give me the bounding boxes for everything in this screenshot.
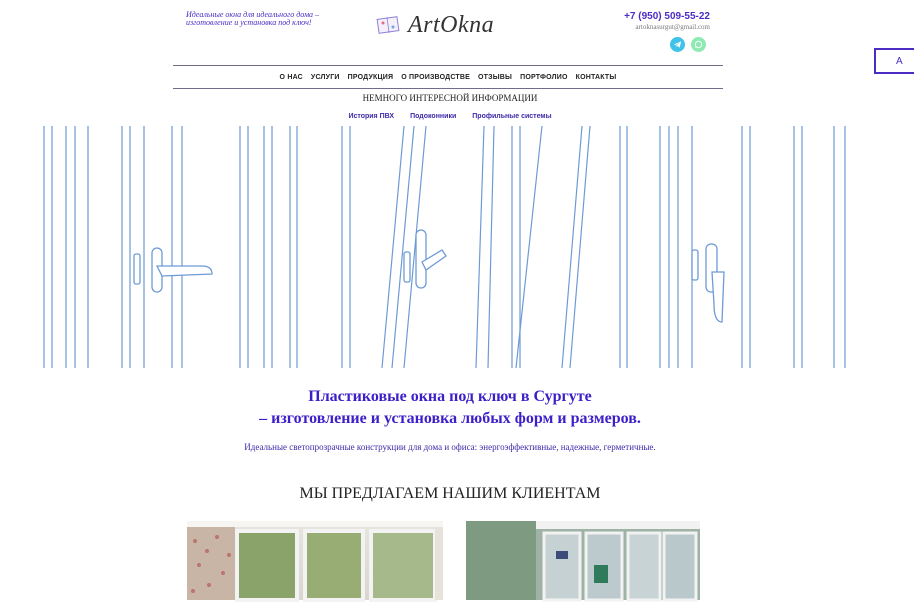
logo-text: ArtOkna <box>408 11 495 38</box>
nav-item-reviews[interactable]: ОТЗЫВЫ <box>478 73 513 81</box>
hero-headline-line1: Пластиковые окна под ключ в Сургуте <box>308 388 592 405</box>
nav-item-portfolio[interactable]: ПОРТФОЛИО <box>520 73 568 81</box>
interior-window-photo[interactable] <box>187 521 443 600</box>
info-link-window-sills[interactable]: Подоконники <box>410 113 457 120</box>
storefront-door-image <box>466 521 700 600</box>
info-link-pvc-history[interactable]: История ПВХ <box>348 113 395 120</box>
whatsapp-icon[interactable] <box>691 37 706 52</box>
offer-title: МЫ ПРЕДЛАГАЕМ НАШИМ КЛИЕНТАМ <box>299 485 601 502</box>
window-frames-illustration <box>42 126 852 368</box>
nav-item-production[interactable]: О ПРОИЗВОДСТВЕ <box>401 73 471 81</box>
logo[interactable] <box>376 10 494 40</box>
telegram-icon[interactable] <box>670 37 685 52</box>
tagline: Идеальные окна для идеального дома – изготовление и установка под ключ! <box>186 10 320 27</box>
nav-item-about[interactable]: О НАС <box>279 73 303 81</box>
info-link-profile-systems[interactable]: Профильные системы <box>472 113 552 120</box>
main-nav <box>173 65 723 89</box>
email-link[interactable]: artoknasurgut@gmail.com <box>635 23 710 31</box>
hero-description: Идеальные светопрозрачные конструкции для дома и офиса: энергоэффективные, надежные, герметичные. <box>244 442 656 452</box>
window-logo-icon <box>376 15 402 35</box>
hero-headline <box>0 386 900 430</box>
info-section-title: НЕМНОГО ИНТЕРЕСНОЙ ИНФОРМАЦИИ <box>362 93 538 103</box>
hero-headline-line2: – изготовление и установка любых форм и размеров. <box>259 410 641 427</box>
info-links <box>0 113 900 120</box>
interior-window-image <box>187 521 443 600</box>
nav-item-products[interactable]: ПРОДУКЦИЯ <box>347 73 394 81</box>
hero-illustration <box>42 126 852 368</box>
social-links <box>670 37 706 52</box>
side-tab-button[interactable]: А <box>874 48 914 74</box>
nav-item-services[interactable]: УСЛУГИ <box>310 73 340 81</box>
phone-link[interactable]: +7 (950) 509-55-22 <box>624 11 710 22</box>
nav-item-contacts[interactable]: КОНТАКТЫ <box>575 73 617 81</box>
storefront-door-photo[interactable] <box>466 521 700 600</box>
site-header <box>173 0 723 66</box>
